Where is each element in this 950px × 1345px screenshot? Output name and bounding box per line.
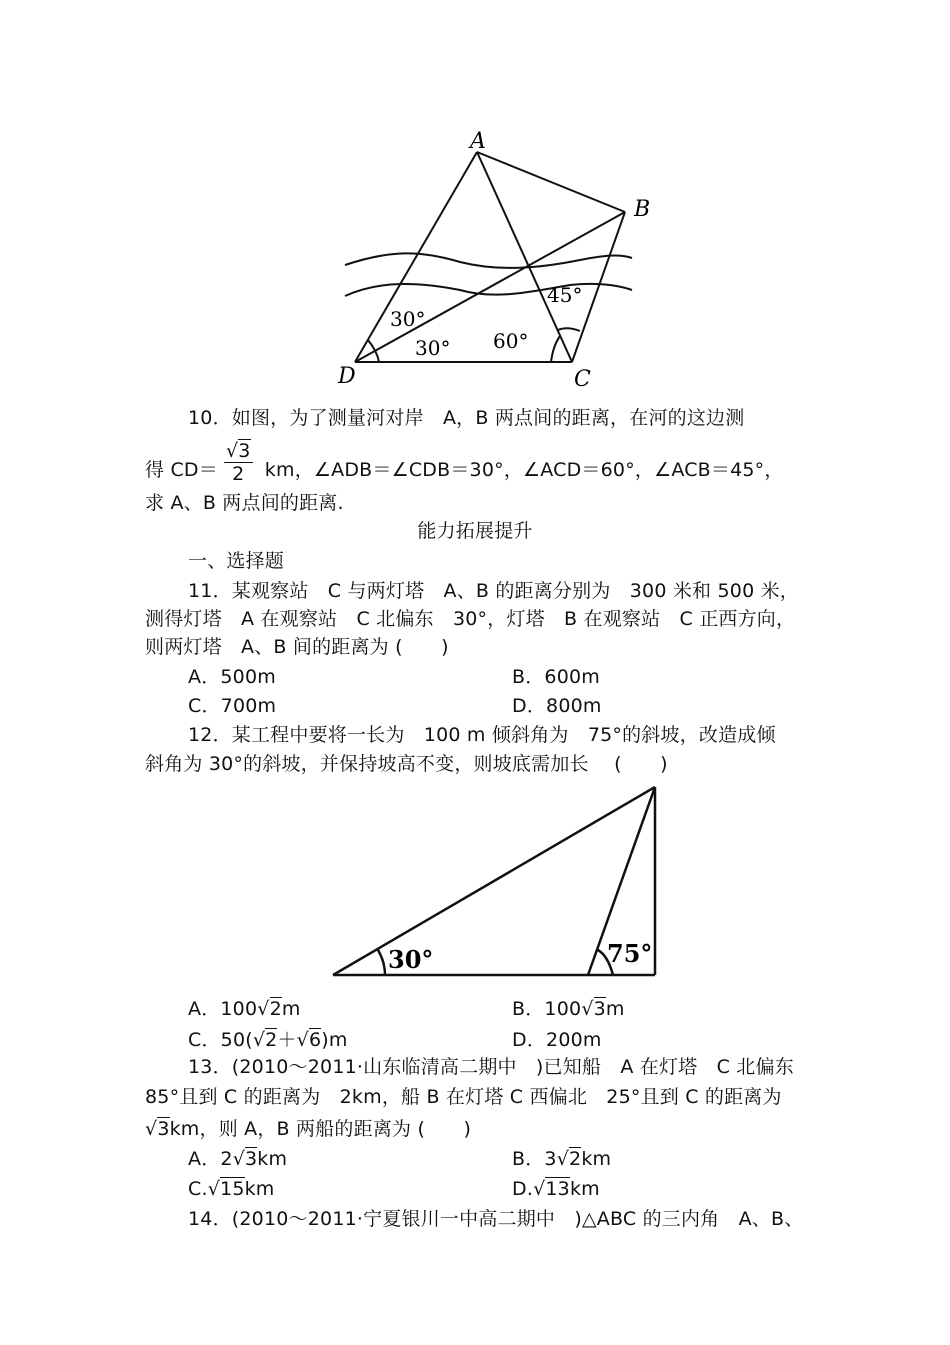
- q13-option-a: A．2√3km: [188, 1148, 288, 1170]
- q14-line1: 14．(2010～2011·宁夏银川一中高二期中 )△ABC 的三内角 A、B、: [188, 1208, 804, 1230]
- q11-line1: 11．某观察站 C 与两灯塔 A、B 的距离分别为 300 米和 500 米，: [188, 580, 800, 602]
- q10-line2-suffix: km，∠ADB＝∠CDB＝30°，∠ACD＝60°，∠ACB＝45°，: [258, 459, 784, 481]
- sqrt-symbol: √: [145, 1118, 158, 1140]
- angle-label-cdb: 30°: [415, 336, 451, 360]
- slope-angle-75: 75°: [607, 939, 653, 968]
- radicand: 15: [220, 1178, 245, 1200]
- angle-label-adb: 30°: [390, 307, 426, 331]
- q10-line2: [145, 442, 784, 492]
- figure-slope: [0, 780, 950, 1000]
- section-title: 能力拓展提升: [417, 520, 533, 542]
- slope-angle-30: 30°: [388, 945, 434, 974]
- radicand: 3: [157, 1118, 170, 1140]
- sqrt-symbol: √: [533, 1178, 546, 1200]
- point-label-a: A: [470, 129, 486, 154]
- section-subtitle: 一、选择题: [188, 550, 285, 572]
- q11-option-d: D．800m: [512, 695, 602, 717]
- q10-line1: 10．如图，为了测量河对岸 A，B 两点间的距离，在河的这边测: [188, 407, 745, 429]
- angle-label-acb: 45°: [547, 283, 583, 307]
- q10-fraction-numerator: √3: [225, 440, 251, 462]
- q13-option-d: D.√13km: [512, 1178, 600, 1200]
- sqrt-symbol: √: [207, 1178, 221, 1200]
- sqrt-symbol: √: [556, 1148, 570, 1170]
- angle-label-acd: 60°: [493, 329, 529, 353]
- radicand: 2: [569, 1148, 582, 1170]
- q11-option-b: B．600m: [512, 666, 601, 688]
- q10-fraction: [224, 440, 253, 485]
- q13-option-c: C.√15km: [188, 1178, 275, 1200]
- q11-option-c: C．700m: [188, 695, 277, 717]
- q13-line3: √3km，则 A，B 两船的距离为 ( ): [145, 1118, 472, 1140]
- q11-line3: 则两灯塔 A、B 间的距离为 ( ): [145, 636, 449, 658]
- q13-line1: 13．(2010～2011·山东临清高二期中 )已知船 A 在灯塔 C 北偏东: [188, 1056, 794, 1078]
- sqrt-symbol: √: [257, 998, 270, 1020]
- radicand: 13: [545, 1178, 570, 1200]
- radicand: 2: [265, 1029, 278, 1051]
- figure-river-measurement: [0, 0, 950, 400]
- q12-option-a: A．100√2m: [188, 998, 301, 1020]
- point-label-b: B: [634, 197, 651, 222]
- sqrt-symbol: √: [581, 998, 594, 1020]
- q11-line2: 测得灯塔 A 在观察站 C 北偏东 30°，灯塔 B 在观察站 C 正西方向，: [145, 608, 796, 630]
- sqrt-symbol: √: [232, 1148, 245, 1170]
- q12-option-b: B．100√3m: [512, 998, 625, 1020]
- q10-fraction-denominator: 2: [232, 463, 245, 485]
- radicand: 2: [269, 998, 282, 1020]
- radicand: 3: [245, 1148, 258, 1170]
- q12-line2: 斜角为 30°的斜坡，并保持坡高不变，则坡底需加长 ( ): [145, 753, 668, 775]
- q10-fraction-radicand: 3: [238, 440, 251, 462]
- point-label-d: D: [338, 364, 356, 389]
- q13-option-b: B．3√2km: [512, 1148, 612, 1170]
- q11-option-a: A．500m: [188, 666, 276, 688]
- q12-option-d: D．200m: [512, 1029, 602, 1051]
- q10-line3: 求 A、B 两点间的距离.: [145, 492, 344, 514]
- sqrt-symbol: √: [296, 1029, 309, 1051]
- q12-option-c: C．50(√2＋√6)m: [188, 1029, 348, 1051]
- q10-line2-prefix: 得 CD＝: [145, 459, 218, 481]
- radicand: 6: [308, 1029, 322, 1051]
- sqrt-symbol: √: [252, 1029, 266, 1051]
- radicand: 3: [593, 998, 606, 1020]
- q13-line2: 85°且到 C 的距离为 2km，船 B 在灯塔 C 西偏北 25°且到 C 的距离为: [145, 1086, 782, 1108]
- q12-line1: 12．某工程中要将一长为 100 m 倾斜角为 75°的斜坡，改造成倾: [188, 724, 776, 746]
- point-label-c: C: [574, 367, 591, 392]
